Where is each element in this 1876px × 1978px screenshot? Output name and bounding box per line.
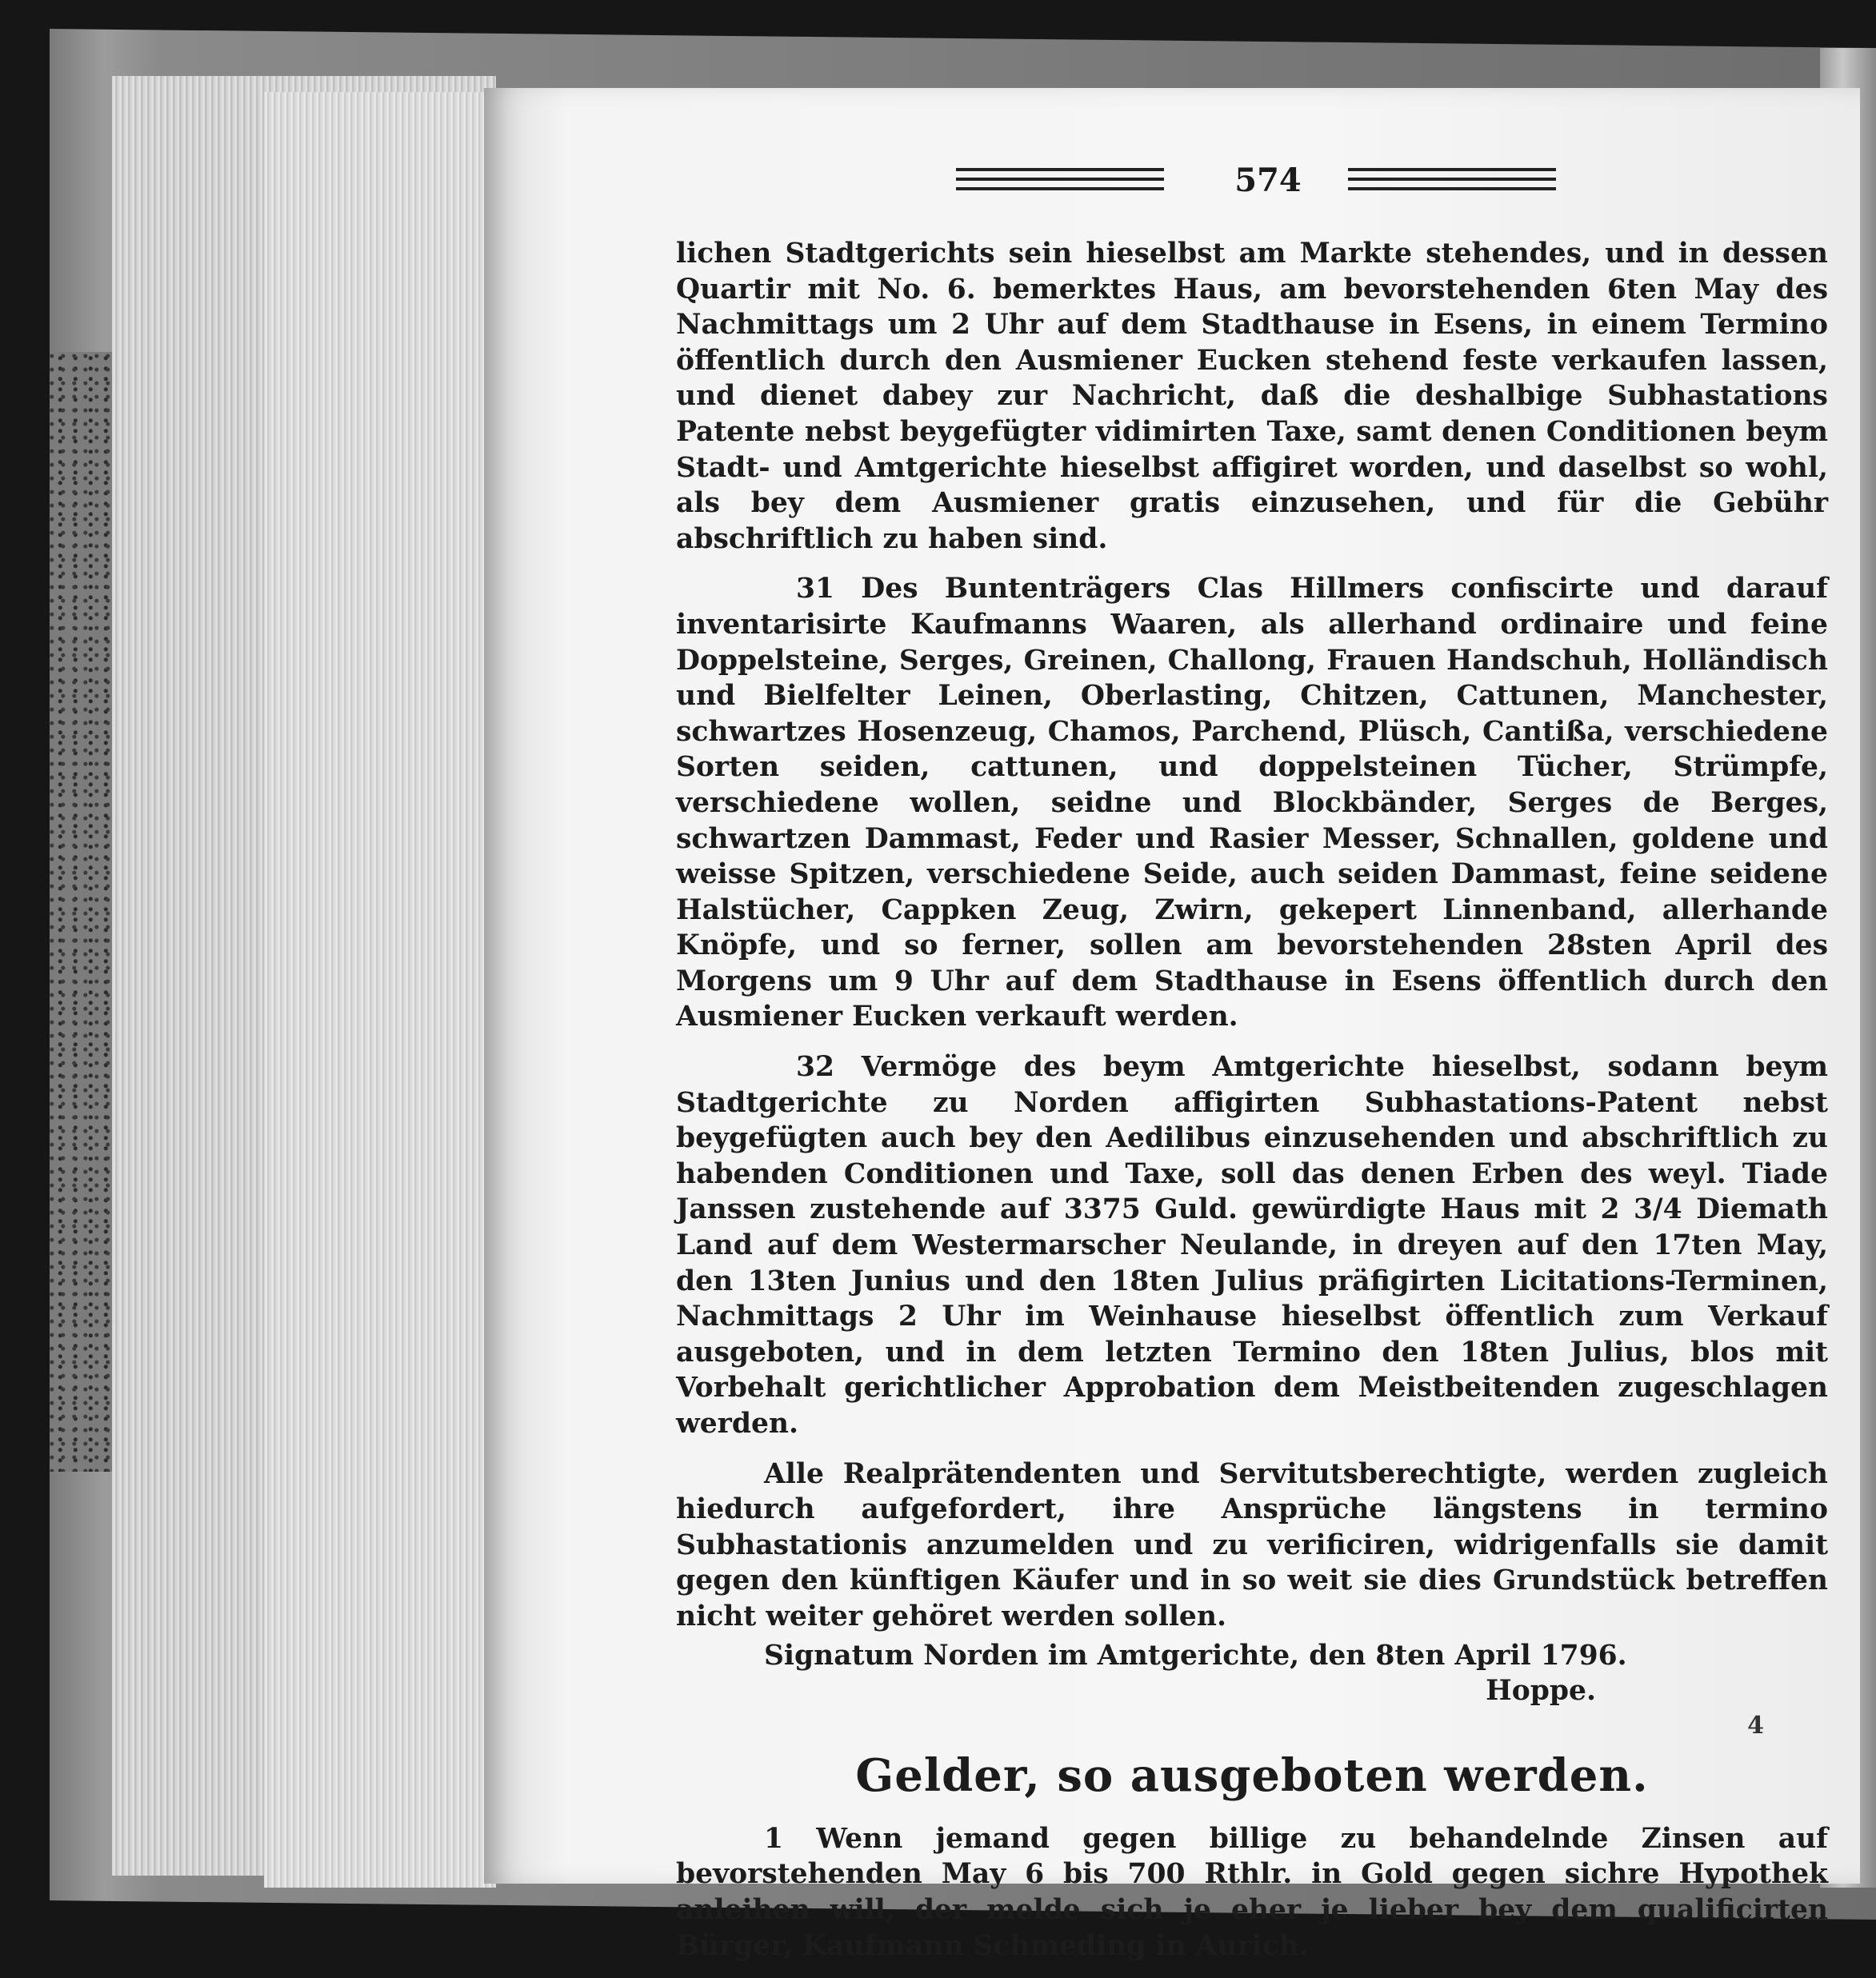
signature: Hoppe.: [1486, 1675, 1596, 1708]
paragraph-continuation: lichen Stadtgerichts sein hieselbst am Markte stehendes, und in dessen Quartir mit No. 6. bemerktes Haus, am bevorstehenden 6ten May des Nachmittags um 2 Uhr auf dem Stadthause in Esens, in einem Termino öffentlich durch den Ausmiener Eucken stehend feste verkaufen lassen, und dienet dabey zur Nachricht, daß die deshalbige Subhastations Patente nebst beygefügter vidimirten Taxe, samt denen Conditionen beym Stadt- und Amtgerichte hieselbst affigiret worden, und daselbst so wohl, als bey dem Ausmiener gratis einzusehen, und für die Gebühr abschriftlich zu haben sind.: [676, 238, 1828, 555]
header-rule: [1348, 178, 1556, 181]
section-title: Gelder, so ausgeboten werden.: [855, 1748, 1649, 1802]
catchword: 4: [1747, 1712, 1764, 1740]
paragraph-32: 32 Vermöge des beym Amtgerichte hieselbst, sodann beym Stadtgerichte zu Norden affigirten Subhastations-Patent nebst beygefügten auch bey den Aedilibus einzusehenden und abschriftlich zu habenden Conditionen und Taxe, soll das denen Erben des weyl. Tiade Janssen zustehende auf 3375 Guld. gewürdigte Haus mit 2 3/4 Diemath Land auf dem Westermarscher Neulande, in dreyen auf den 17ten May, den 13ten Junius und den 18ten Julius präfigirten Licitations-Terminen, Nachmittags 2 Uhr im Weinhause hieselbst öffentlich zum Verkauf ausgeboten, und in dem letzten Termino den 18ten Julius, blos mit Vorbehalt gerichtlicher Approbation dem Meistbeitenden zugeschlagen werden.: [676, 1051, 1828, 1440]
header-rule: [1348, 168, 1556, 171]
header-rule: [956, 187, 1164, 190]
page-number: 574: [1234, 162, 1302, 199]
paragraph-32-notice: Alle Realprätendenten und Servitutsberechtigte, werden zugleich hiedurch aufgefordert, ihre Ansprüche längstens in termino Subhastationis anzumelden und zu verificiren, widrigenfalls sie damit gegen den künftigen Käufer und in so weit sie dies Grundstück betreffen nicht weiter gehöret werden sollen.: [676, 1457, 1828, 1632]
paragraph-31: 31 Des Buntenträgers Clas Hillmers confiscirte und darauf inventarisirte Kaufmanns Waaren, als allerhand ordinaire und feine Doppelsteine, Serges, Greinen, Challong, Frauen Handschuh, Holländisch und Bielfelter Leinen, Oberlasting, Chitzen, Cattunen, Manchester, schwartzes Hosenzeug, Chamos, Parchend, Plüsch, Cantißa, verschiedene Sorten seiden, cattunen, und doppelsteinen Tücher, Strümpfe, verschiedene wollen, seidne und Blockbänder, Serges de Berges, schwartzen Dammast, Feder und Rasier Messer, Schnallen, goldene und weisse Spitzen, verschiedene Seide, auch seiden Dammast, feine seidene Halstücher, Cappken Zeug, Zwirn, gekepert Linnenband, allerhande Knöpfe, und so ferner, sollen am bevorstehenden 28sten April des Morgens um 9 Uhr auf dem Stadthause in Esens öffentlich durch den Ausmiener Eucken verkauft werden.: [676, 573, 1828, 1033]
header-rule: [956, 168, 1164, 171]
printed-page: [484, 88, 1860, 1962]
paragraph-gelder-1: 1 Wenn jemand gegen billige zu behandelnde Zinsen auf bevorstehenden May 6 bis 700 Rthlr. in Gold gegen sichre Hypothek anleihen will, der melde sich je eher je lieber bey dem qualificirten Bürger, Kaufmann Schmeding in Aurich.: [676, 1822, 1828, 1962]
header-rule: [1348, 187, 1556, 190]
paragraph-signatum: Signatum Norden im Amtgerichte, den 8ten April 1796.: [764, 1639, 1627, 1672]
page-stack-front: [264, 92, 496, 1888]
page-header: [956, 162, 1756, 202]
header-rule: [956, 178, 1164, 181]
page-footer: [708, 1712, 1828, 1744]
